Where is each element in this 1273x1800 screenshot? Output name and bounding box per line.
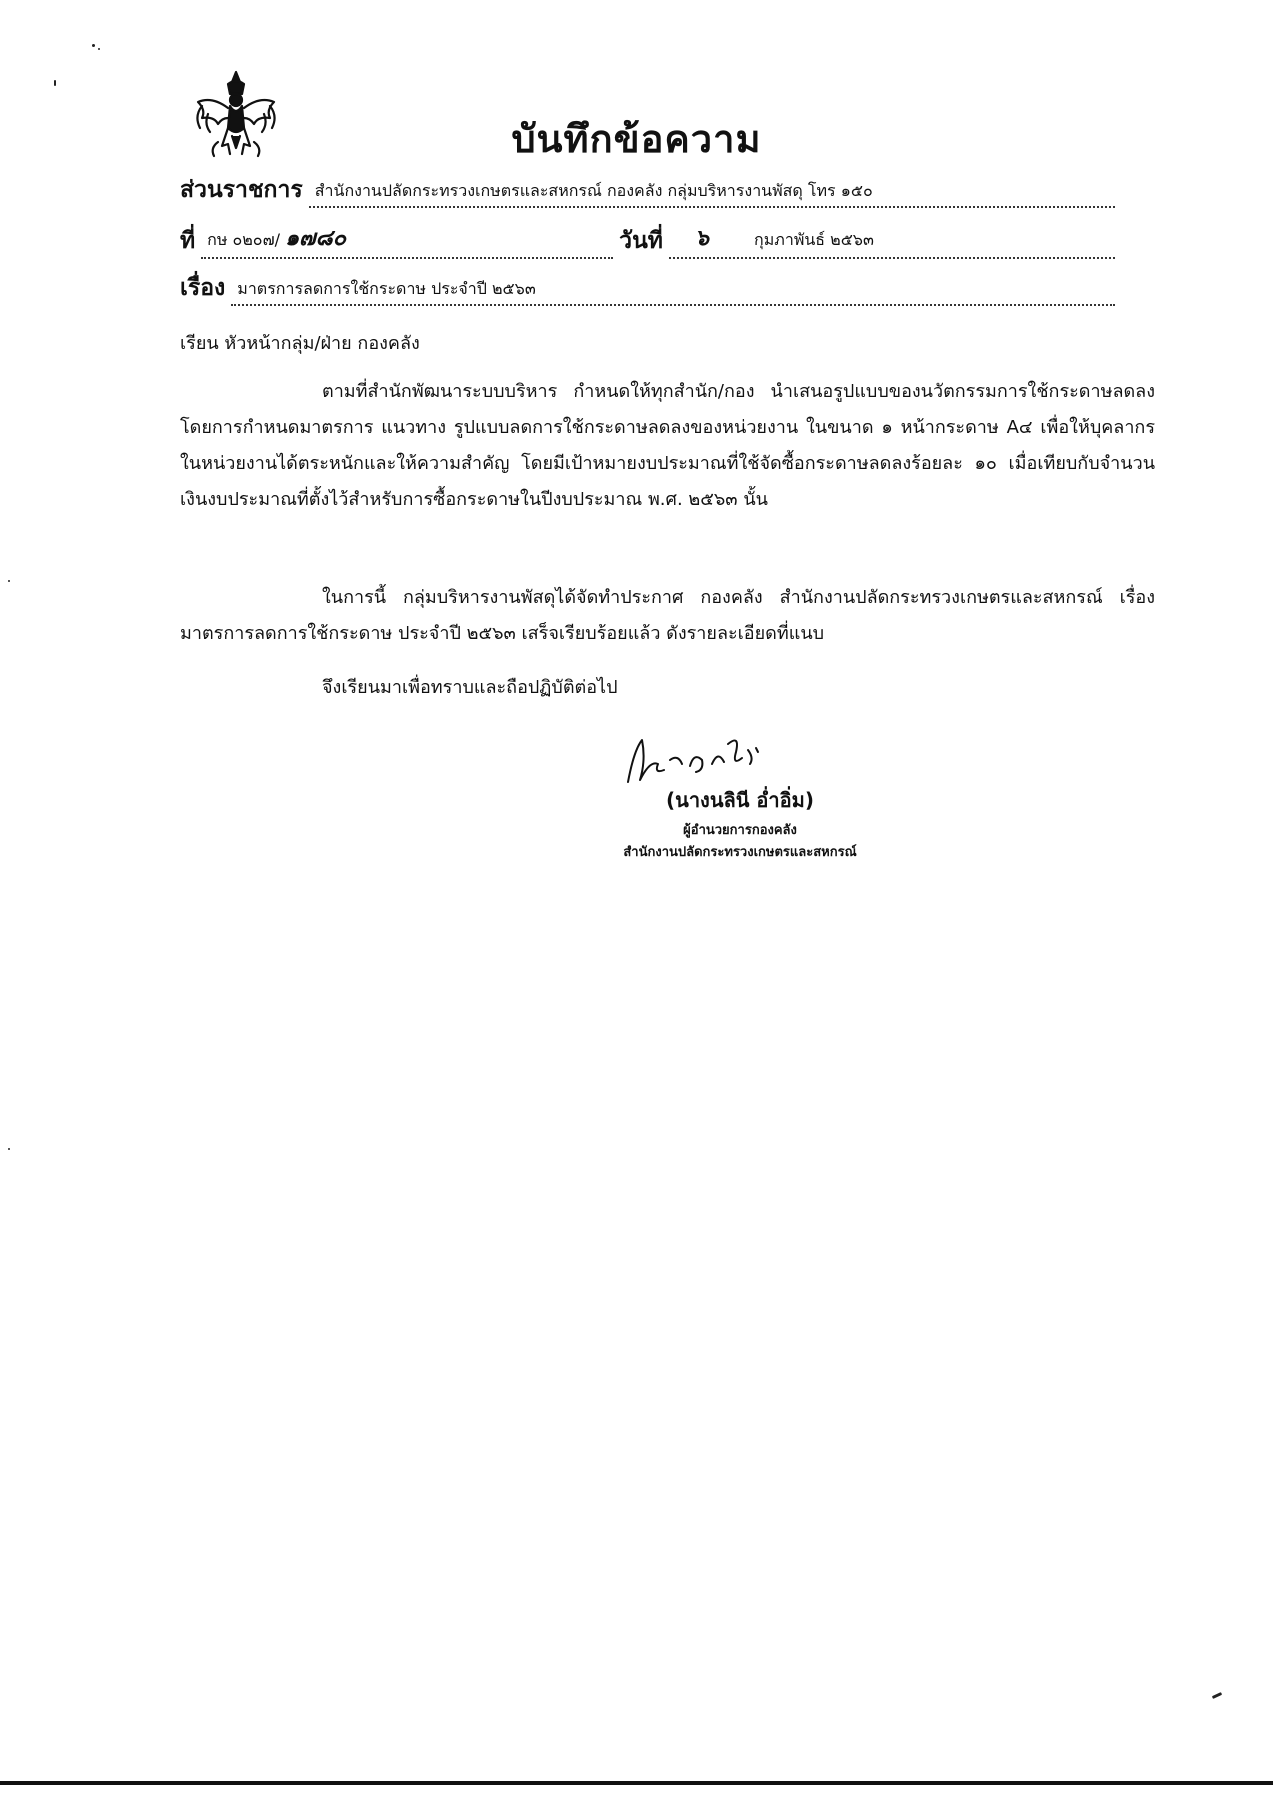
bottom-scan-edge <box>0 1781 1273 1785</box>
subject-row <box>180 270 1115 306</box>
signatory-position: ผู้อำนวยการกองคลัง <box>683 823 797 838</box>
agency-row <box>180 172 1115 208</box>
subject-label: เรื่อง <box>180 275 226 301</box>
signature-block <box>560 784 920 864</box>
memo-title: บันทึกข้อความ <box>511 117 762 161</box>
subject-value: มาตรการลดการใช้กระดาษ ประจำปี ๒๕๖๓ <box>231 277 1115 306</box>
date-label: วันที่ <box>619 228 663 254</box>
signatory-name: (นางนลินี อ่ำอิ่ม) <box>666 788 814 812</box>
ref-number-handwritten: ๑๗๘๐ <box>285 225 347 251</box>
scan-speck <box>8 580 10 582</box>
salutation: เรียน หัวหน้ากลุ่ม/ฝ่าย กองคลัง <box>180 333 420 354</box>
ref-label: ที่ <box>180 228 196 254</box>
scan-speck <box>98 48 100 50</box>
scan-speck <box>1212 1692 1222 1699</box>
paragraph-1: ตามที่สำนักพัฒนาระบบบริหาร กำหนดให้ทุกสำนัก/กอง นำเสนอรูปแบบของนวัตกรรมการใช้กระดาษลดลง โดยการกำหนดมาตรการ แนวทาง รูปแบบลดการใช้กระดาษลดลงของหน่วยงาน ในขนาด ๑ หน้ากระดาษ A๔ เพื่อให้บุคลากรในหน่วยงานได้ตระหนักและให้ความสำคัญ โดยมีเป้าหมายงบประมาณที่ใช้จัดซื้อกระดาษลดลงร้อยละ ๑๐ เมื่อเทียบกับจำนวนเงินงบประมาณที่ตั้งไว้สำหรับการซื้อกระดาษในปีงบประมาณ พ.ศ. ๒๕๖๓ นั้น <box>180 381 1155 510</box>
handwritten-signature-icon <box>620 730 770 790</box>
agency-value: สำนักงานปลัดกระทรวงเกษตรและสหกรณ์ กองคลัง กลุ่มบริหารงานพัสดุ โทร ๑๕๐ <box>309 179 1115 208</box>
date-value <box>669 220 1115 259</box>
scan-speck <box>54 80 56 86</box>
date-day-handwritten: ๖ <box>694 225 709 251</box>
paragraph-3: จึงเรียนมาเพื่อทราบและถือปฏิบัติต่อไป <box>322 677 618 698</box>
date-month-year: กุมภาพันธ์ ๒๕๖๓ <box>754 230 874 249</box>
scan-speck <box>8 1148 10 1150</box>
ref-date-row <box>180 220 1115 259</box>
signatory-office: สำนักงานปลัดกระทรวงเกษตรและสหกรณ์ <box>623 845 857 860</box>
paragraph-2: ในการนี้ กลุ่มบริหารงานพัสดุได้จัดทำประกาศ กองคลัง สำนักงานปลัดกระทรวงเกษตรและสหกรณ์ เรื่อง มาตรการลดการใช้กระดาษ ประจำปี ๒๕๖๓ เสร็จเรียบร้อยแล้ว ดังรายละเอียดที่แนบ <box>180 587 1155 644</box>
agency-label: ส่วนราชการ <box>180 177 303 203</box>
ref-value <box>201 220 613 259</box>
scan-speck <box>92 44 95 47</box>
ref-number-printed: กษ ๐๒๐๗/ <box>207 230 280 249</box>
